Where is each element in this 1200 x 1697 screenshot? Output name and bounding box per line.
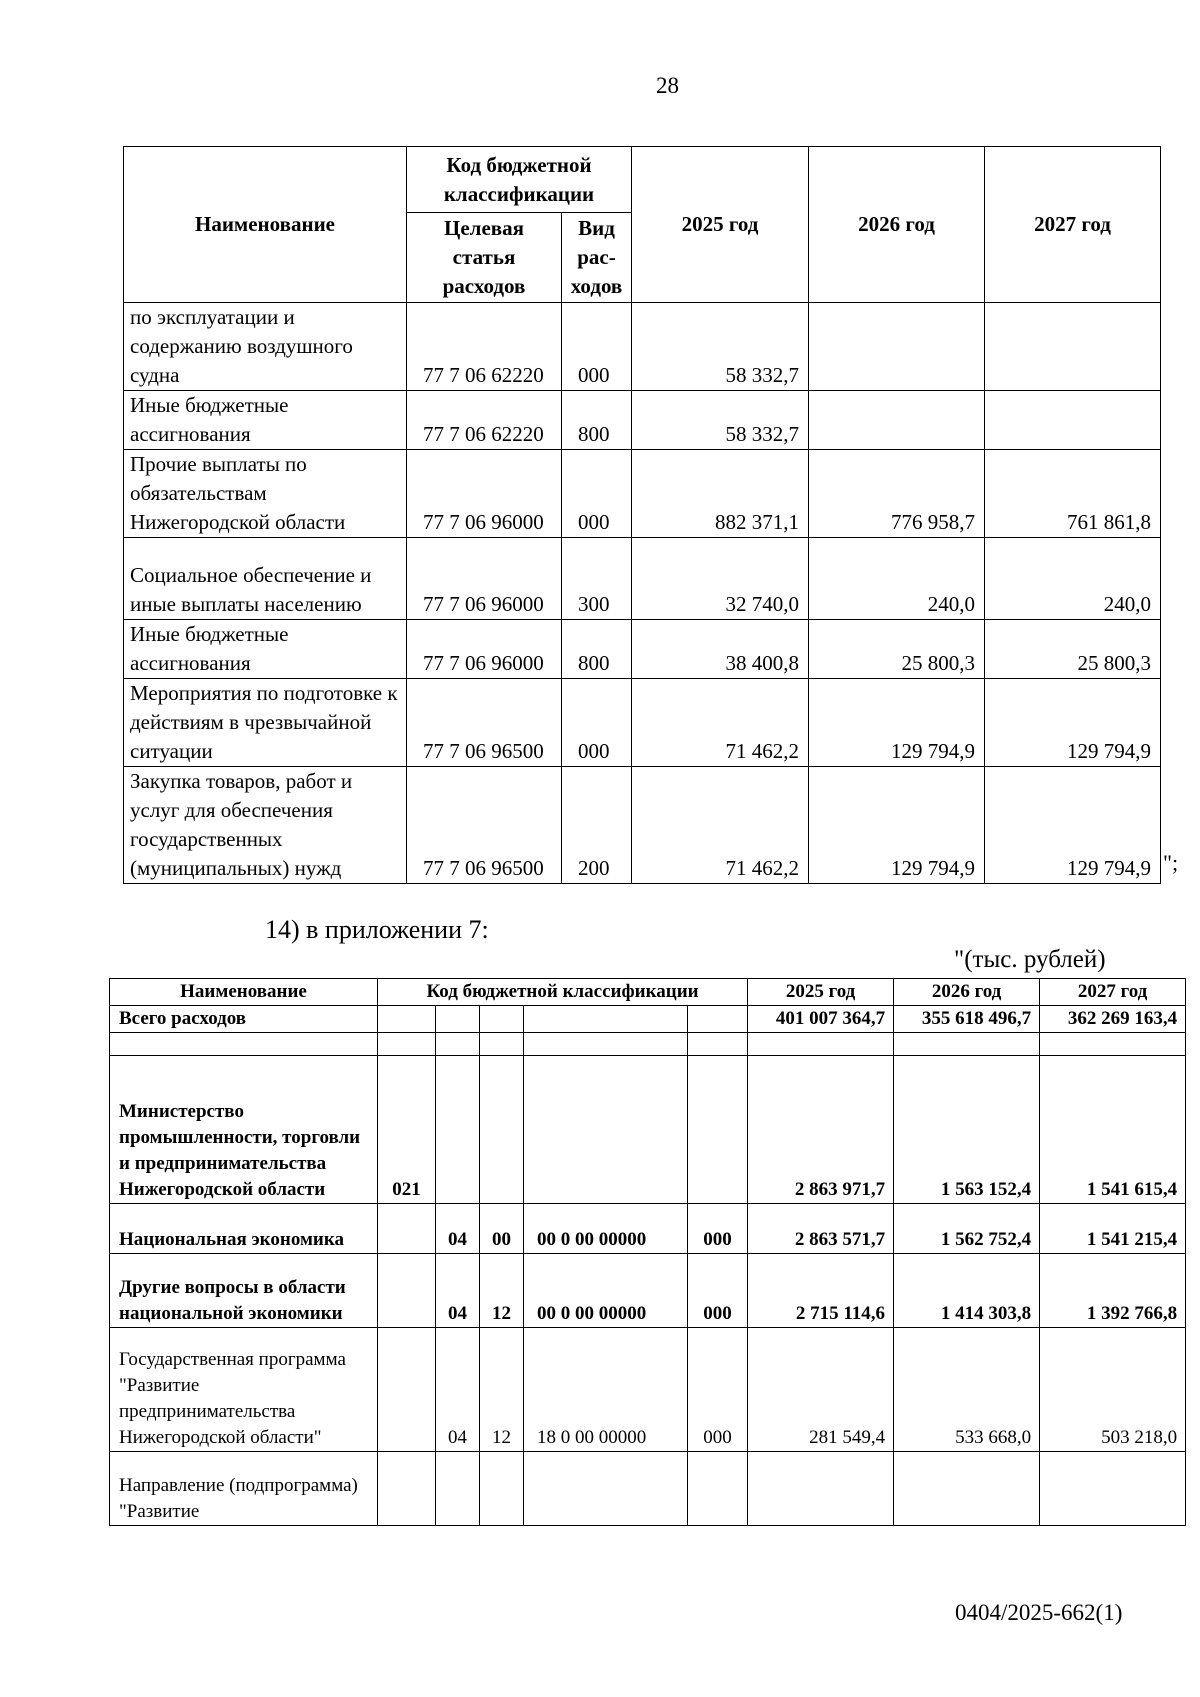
header-2027: 2027 год <box>985 147 1161 303</box>
row-name: Направление (подпрограмма) "Развитие <box>110 1452 378 1526</box>
value-2026: 1 563 152,4 <box>894 1056 1040 1204</box>
expense-kind: 000 <box>688 1254 748 1328</box>
value-2025: 32 740,0 <box>632 538 809 620</box>
value-2025: 882 371,1 <box>632 450 809 538</box>
ministry-code <box>378 1452 436 1526</box>
target-item-code: 77 7 06 96000 <box>407 450 562 538</box>
value-2025: 58 332,7 <box>632 391 809 450</box>
value-2025 <box>748 1033 894 1056</box>
value-2027: 129 794,9 <box>985 767 1161 884</box>
value-2025: 401 007 364,7 <box>748 1006 894 1033</box>
value-2026: 533 668,0 <box>894 1328 1040 1452</box>
page-number: 28 <box>656 73 679 98</box>
ministry-code <box>378 1254 436 1328</box>
section-code <box>436 1056 480 1204</box>
row-name: Национальная экономика <box>110 1204 378 1254</box>
expense-kind: 300 <box>562 538 632 620</box>
target-item-code <box>524 1056 688 1204</box>
header-code-group: Код бюджетной классификации <box>378 979 748 1006</box>
value-2025: 58 332,7 <box>632 303 809 391</box>
value-2027: 1 541 615,4 <box>1040 1056 1186 1204</box>
header-expense-kind: Вид рас-ходов <box>562 213 632 303</box>
row-name: Социальное обеспечение и иные выплаты населению <box>124 538 407 620</box>
section-code: 04 <box>436 1328 480 1452</box>
value-2026 <box>894 1452 1040 1526</box>
target-item-code: 77 7 06 96000 <box>407 620 562 679</box>
header-code-group: Код бюджетной классификации <box>407 147 632 213</box>
value-2027 <box>985 391 1161 450</box>
header-2026: 2026 год <box>894 979 1040 1006</box>
expense-kind <box>688 1006 748 1033</box>
table-row <box>124 679 1161 767</box>
row-name: Иные бюджетные ассигнования <box>124 620 407 679</box>
table-row <box>110 1056 1186 1204</box>
header-name: Наименование <box>124 147 407 303</box>
header-2025: 2025 год <box>632 147 809 303</box>
value-2027: 362 269 163,4 <box>1040 1006 1186 1033</box>
subsection-code: 12 <box>480 1328 524 1452</box>
row-name: Иные бюджетные ассигнования <box>124 391 407 450</box>
table-row <box>110 1204 1186 1254</box>
expense-kind <box>688 1033 748 1056</box>
value-2026 <box>809 391 985 450</box>
row-name: Государственная программа "Развитие предпринимательства Нижегородской области" <box>110 1328 378 1452</box>
subsection-code <box>480 1452 524 1526</box>
value-2027: 503 218,0 <box>1040 1328 1186 1452</box>
value-2026 <box>894 1033 1040 1056</box>
value-2025: 2 863 971,7 <box>748 1056 894 1204</box>
value-2025: 2 863 571,7 <box>748 1204 894 1254</box>
value-2026: 355 618 496,7 <box>894 1006 1040 1033</box>
target-item-code <box>524 1033 688 1056</box>
expense-kind: 800 <box>562 391 632 450</box>
value-2025: 281 549,4 <box>748 1328 894 1452</box>
header-2027: 2027 год <box>1040 979 1186 1006</box>
value-2027: 129 794,9 <box>985 679 1161 767</box>
value-2025: 2 715 114,6 <box>748 1254 894 1328</box>
subsection-code <box>480 1006 524 1033</box>
value-2025: 71 462,2 <box>632 679 809 767</box>
value-2027 <box>985 303 1161 391</box>
expense-kind: 000 <box>562 450 632 538</box>
value-2027 <box>1040 1033 1186 1056</box>
value-2025: 38 400,8 <box>632 620 809 679</box>
document-number: 0404/2025-662(1) <box>955 1600 1123 1625</box>
table-row <box>124 391 1161 450</box>
value-2025: 71 462,2 <box>632 767 809 884</box>
value-2026: 1 414 303,8 <box>894 1254 1040 1328</box>
row-name: Министерство промышленности, торговли и предпринимательства Нижегородской области <box>110 1056 378 1204</box>
units-label: "(тыс. рублей) <box>954 946 1106 973</box>
header-2026: 2026 год <box>809 147 985 303</box>
ministry-code <box>378 1006 436 1033</box>
expense-kind: 800 <box>562 620 632 679</box>
table-row <box>110 1328 1186 1452</box>
expense-kind <box>688 1452 748 1526</box>
value-2025 <box>748 1452 894 1526</box>
value-2027: 25 800,3 <box>985 620 1161 679</box>
row-name: Мероприятия по подготовке к действиям в чрезвычайной ситуации <box>124 679 407 767</box>
table-row <box>124 538 1161 620</box>
ministry-code: 021 <box>378 1056 436 1204</box>
target-item-code: 77 7 06 96000 <box>407 538 562 620</box>
ministry-code <box>378 1033 436 1056</box>
expense-kind: 200 <box>562 767 632 884</box>
value-2026: 129 794,9 <box>809 679 985 767</box>
row-name: Прочие выплаты по обязательствам Нижегородской области <box>124 450 407 538</box>
table-row <box>124 303 1161 391</box>
value-2027: 1 392 766,8 <box>1040 1254 1186 1328</box>
target-item-code: 77 7 06 96500 <box>407 679 562 767</box>
table-row <box>124 767 1161 884</box>
table-row <box>124 450 1161 538</box>
value-2027: 240,0 <box>985 538 1161 620</box>
value-2026: 25 800,3 <box>809 620 985 679</box>
section-code: 04 <box>436 1204 480 1254</box>
row-name: Другие вопросы в области национальной экономики <box>110 1254 378 1328</box>
value-2027: 1 541 215,4 <box>1040 1204 1186 1254</box>
table-row <box>110 1033 1186 1056</box>
expense-kind: 000 <box>688 1204 748 1254</box>
value-2027 <box>1040 1452 1186 1526</box>
subsection-code <box>480 1033 524 1056</box>
target-item-code: 00 0 00 00000 <box>524 1254 688 1328</box>
table-row <box>110 1254 1186 1328</box>
row-name: Закупка товаров, работ и услуг для обеспечения государственных (муниципальных) нужд <box>124 767 407 884</box>
header-2025: 2025 год <box>748 979 894 1006</box>
header-target-item: Целевая статья расходов <box>407 213 562 303</box>
row-name: Всего расходов <box>110 1006 378 1033</box>
subsection-code <box>480 1056 524 1204</box>
section-code: 04 <box>436 1254 480 1328</box>
target-item-code: 18 0 00 00000 <box>524 1328 688 1452</box>
expense-kind <box>688 1056 748 1204</box>
value-2026 <box>809 303 985 391</box>
table-row <box>124 620 1161 679</box>
section-code <box>436 1033 480 1056</box>
value-2026: 776 958,7 <box>809 450 985 538</box>
subsection-code: 00 <box>480 1204 524 1254</box>
target-item-code: 77 7 06 96500 <box>407 767 562 884</box>
value-2026: 1 562 752,4 <box>894 1204 1040 1254</box>
value-2026: 129 794,9 <box>809 767 985 884</box>
target-item-code: 00 0 00 00000 <box>524 1204 688 1254</box>
target-item-code <box>524 1452 688 1526</box>
row-name <box>110 1033 378 1056</box>
expense-kind: 000 <box>562 679 632 767</box>
header-name: Наименование <box>110 979 378 1006</box>
ministry-code <box>378 1328 436 1452</box>
row-name: по эксплуатации и содержанию воздушного судна <box>124 303 407 391</box>
expense-kind: 000 <box>562 303 632 391</box>
section-code <box>436 1452 480 1526</box>
table-row <box>110 1452 1186 1526</box>
value-2027: 761 861,8 <box>985 450 1161 538</box>
appendix-7-table <box>109 978 1186 1526</box>
table-row <box>110 1006 1186 1033</box>
target-item-code <box>524 1006 688 1033</box>
subsection-code: 12 <box>480 1254 524 1328</box>
ministry-code <box>378 1204 436 1254</box>
target-item-code: 77 7 06 62220 <box>407 303 562 391</box>
budget-table-continuation <box>123 146 1161 884</box>
section-code <box>436 1006 480 1033</box>
expense-kind: 000 <box>688 1328 748 1452</box>
target-item-code: 77 7 06 62220 <box>407 391 562 450</box>
section-intro: 14) в приложении 7: <box>265 915 489 944</box>
value-2026: 240,0 <box>809 538 985 620</box>
closing-mark: "; <box>1163 850 1179 875</box>
